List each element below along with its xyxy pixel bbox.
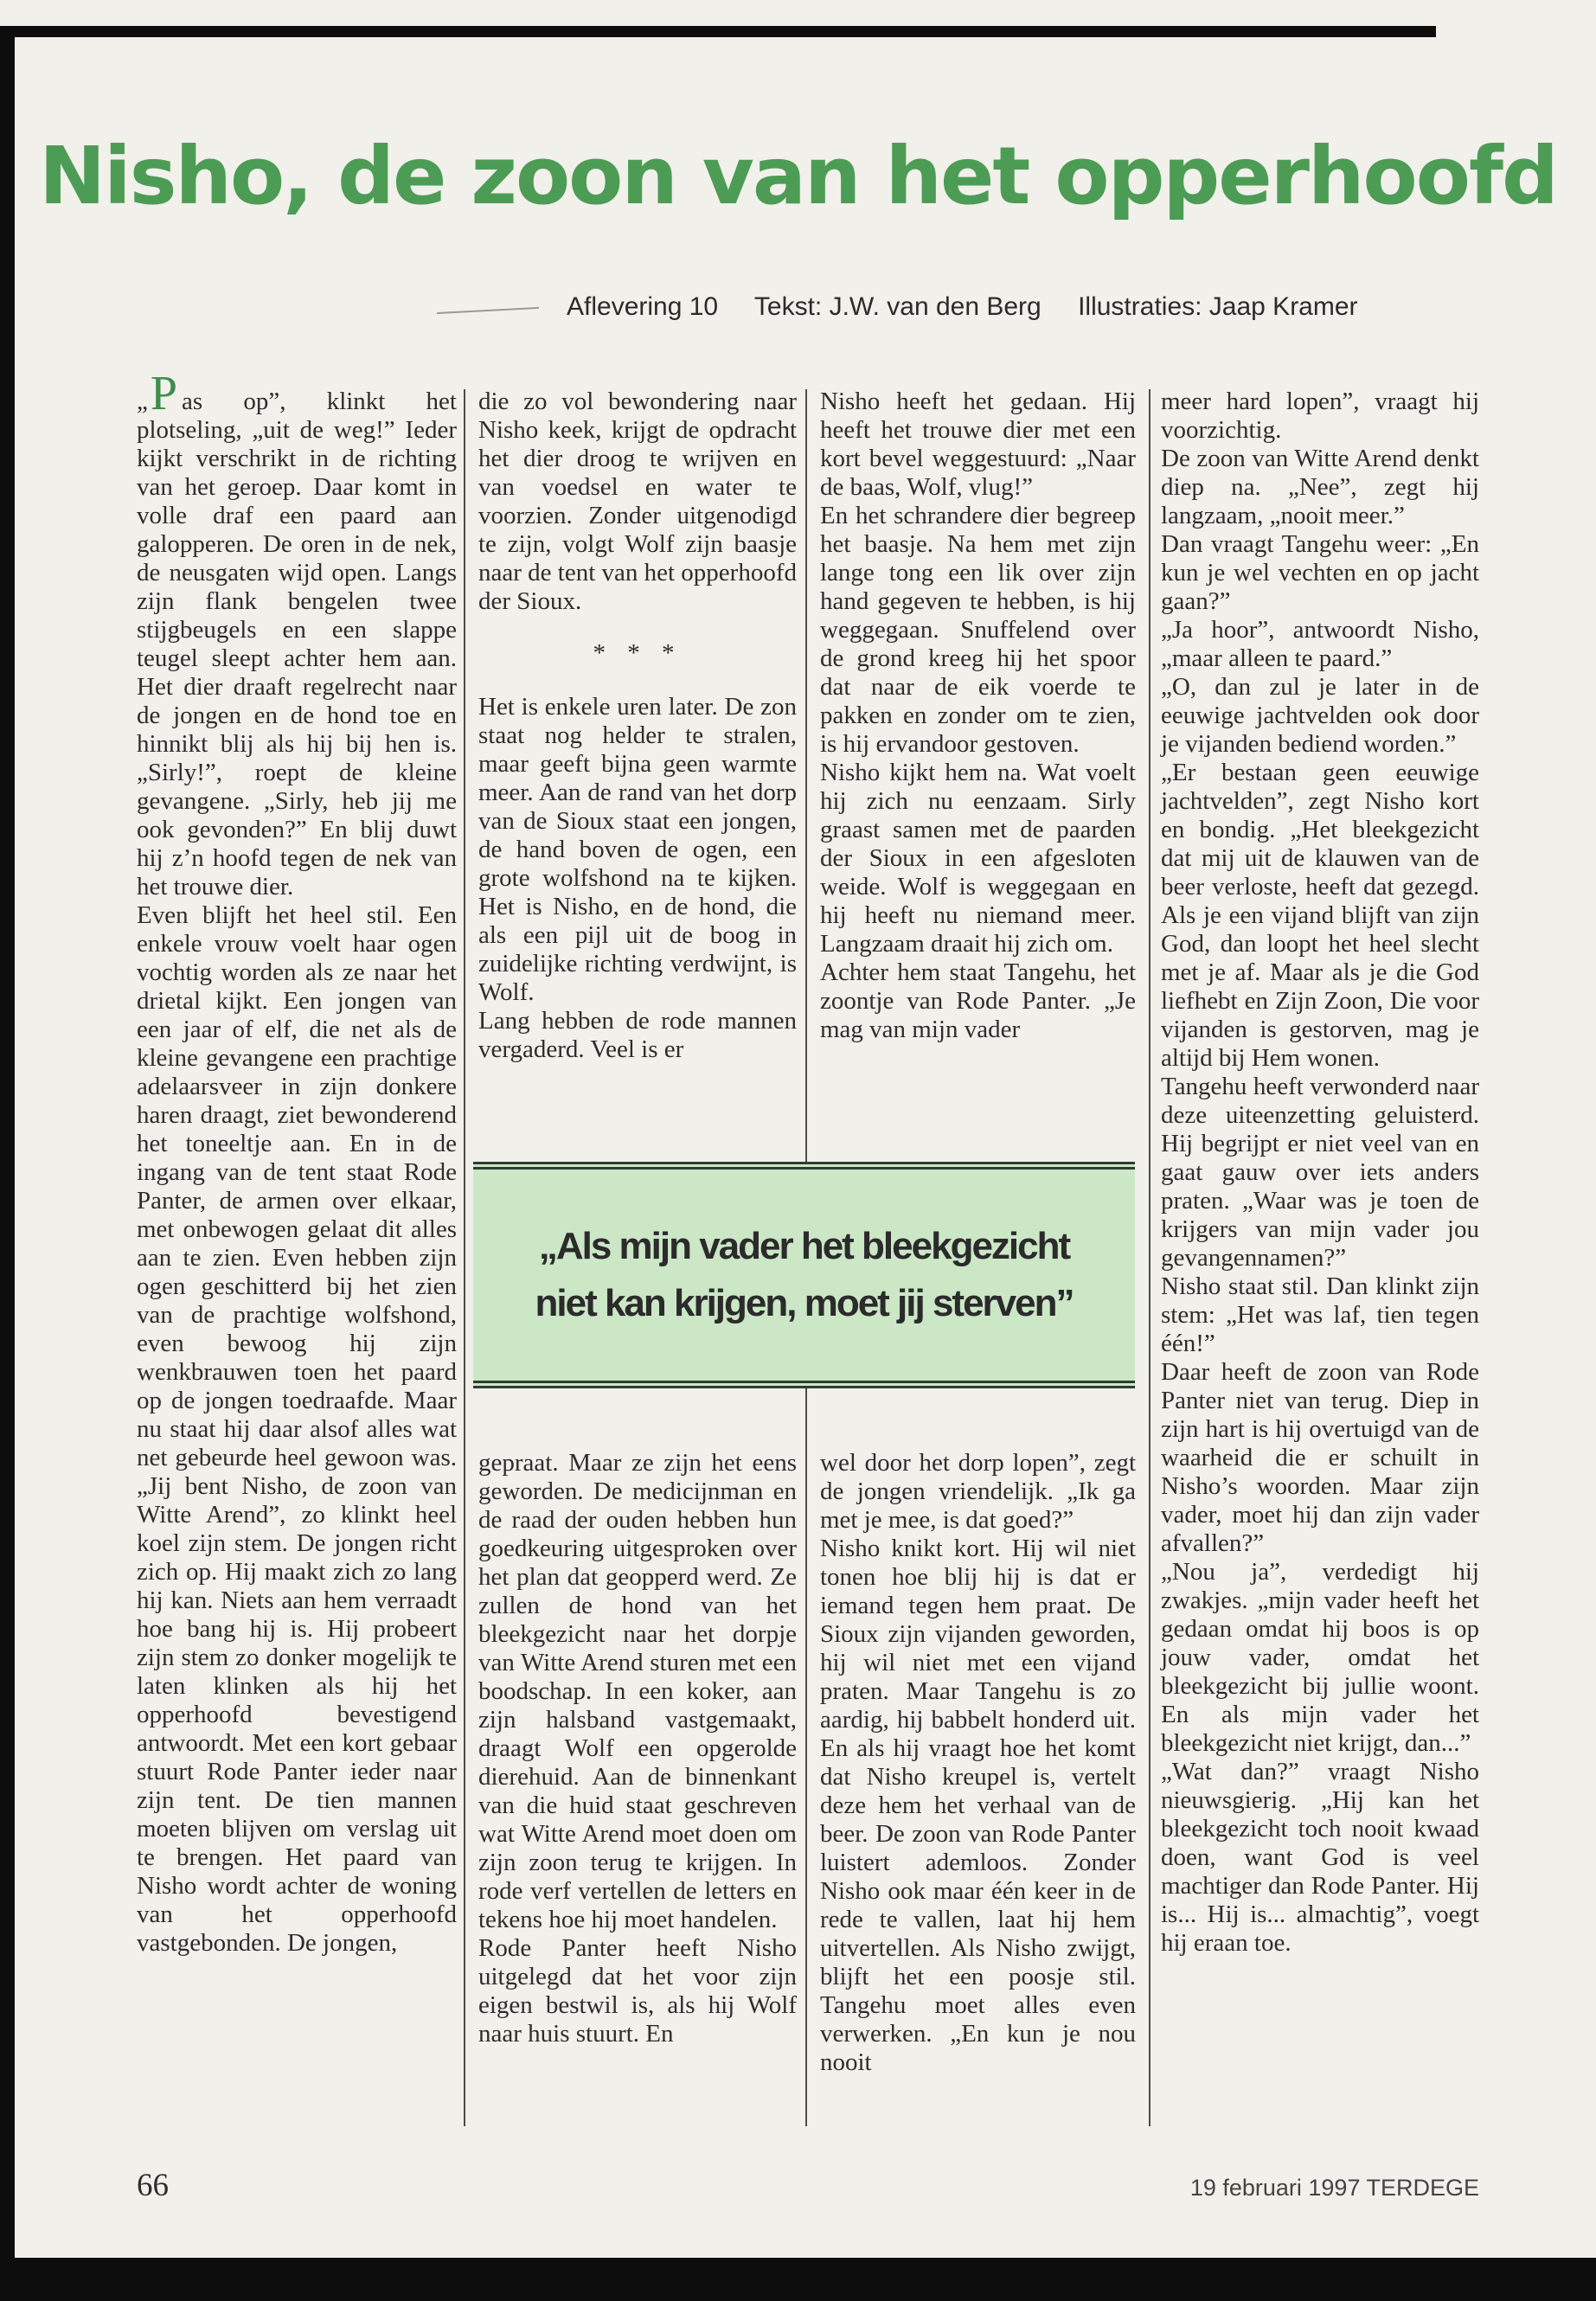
byline xyxy=(567,292,1358,322)
byline-episode: Aflevering 10 xyxy=(567,292,719,321)
paragraph: die zo vol bewondering naar Nisho keek, krijgt de opdracht het dier droog te wrijven en van voedsel en water te voorzien. Zonder uitgenodigd te zijn, volgt Wolf zijn baasje naar de tent van het opperhoofd der Sioux. xyxy=(478,388,797,615)
paragraph-text: as op”, klinkt het plotseling, „uit de weg!” Ieder kijkt verschrikt in de richting van het geroep. Daar komt in volle draf een paard aan galopperen. De oren in de nek, de neusgaten wijd open. Langs zijn flank bengelen twee stijgbeugels en een slappe teugel sleept achter hem aan. Het dier draaft regelrecht naar de jongen en de hond toe en hinnikt blij als hij bij hen is. „Sirly!”, roept de kleine gevangene. „Sirly, heb jij me ook gevonden?” En blij duwt hij z’n hoofd tegen de nek van het trouwe dier. xyxy=(137,388,457,901)
text-column-2-bottom xyxy=(478,1449,797,2048)
scan-edge-bottom xyxy=(0,2258,1596,2301)
paragraph: Nisho heeft het gedaan. Hij heeft het trouwe dier met een kort bevel weggestuurd: „Naar de baas, Wolf, vlug!” xyxy=(820,388,1136,501)
byline-illustration-credit: Illustraties: Jaap Kramer xyxy=(1078,292,1358,321)
paragraph: Daar heeft de zoon van Rode Panter niet van terug. Diep in zijn hart is hij overtuigd van de waarheid die er schuilt in Nisho’s woorden. Maar zijn vader, moet hij dan zijn vader afvallen?” xyxy=(1161,1358,1479,1557)
paragraph: „Nou ja”, verdedigt hij zwakjes. „mijn vader heeft het gedaan omdat hij boos is op jouw vader, omdat het bleekgezicht bij jullie woont. En als mijn vader het bleekgezicht niet krijgt, dan...” xyxy=(1161,1558,1479,1757)
pull-quote-line1: „Als mijn vader het bleekgezicht xyxy=(538,1225,1070,1267)
page-title: Nisho, de zoon van het opperhoofd xyxy=(39,130,1557,222)
paragraph: Nisho knikt kort. Hij wil niet tonen hoe blij hij is dat er iemand tegen hem praat. De Sioux zijn vijanden geworden, hij wil niet met een vijand praten. Maar Tangehu is zo aardig, hij babbelt honderd uit. En als hij vraagt hoe het komt dat Nisho kreupel is, vertelt deze hem het verhaal van de beer. De zoon van Rode Panter luistert ademloos. Zonder Nisho ook maar één keer in de rede te vallen, laat hij hem uitvertellen. Als Nisho zwijgt, blijft het een poosje stil. Tangehu moet alles even verwerken. „En kun je nou nooit xyxy=(820,1535,1136,2076)
footer-issue-info: 19 februari 1997 TERDEGE xyxy=(1189,2175,1479,2201)
paragraph: En het schrandere dier begreep het baasje. Na hem met zijn lange tong een lik over zijn hand gegeven te hebben, is hij weggegaan. Snuffelend over de grond kreeg hij het spoor dat naar de eik voerde te pakken en zonder om te zien, is hij ervandoor gestoven. xyxy=(820,502,1136,758)
byline-text-credit: Tekst: J.W. van den Berg xyxy=(753,292,1042,321)
paragraph: wel door het dorp lopen”, zegt de jongen vriendelijk. „Ik ga met je mee, is dat goed?” xyxy=(820,1449,1136,1534)
paragraph: gepraat. Maar ze zijn het eens geworden. De medicijnman en de raad der ouden hebben hun goedkeuring uitgesproken over het plan dat geopperd werd. Ze zullen de hond van het bleekgezicht naar het dorpje van Witte Arend sturen met een boodschap. In een koker, aan zijn halsband vastgemaakt, draagt Wolf een opgerolde dierehuid. Aan de binnenkant van die huid staat geschreven wat Witte Arend moet doen om zijn zoon terug te krijgen. In rode verf vertellen de letters en tekens hoe hij moet handelen. xyxy=(478,1449,797,1933)
paragraph: „Ja hoor”, antwoordt Nisho, „maar alleen te paard.” xyxy=(1161,616,1479,672)
dropcap-letter: P xyxy=(150,367,178,420)
text-column-3-bottom xyxy=(820,1449,1136,2077)
paragraph: Tangehu heeft verwonderd naar deze uiteenzetting geluisterd. Hij begrijpt er niet veel van en gaat gauw over iets anders praten. „Waar was je toen de krijgers van mijn vader jou gevangennamen?” xyxy=(1161,1073,1479,1272)
pull-quote-box xyxy=(473,1162,1135,1388)
opening-quote: „ xyxy=(137,388,148,415)
paragraph: Nisho kijkt hem na. Wat voelt hij zich nu eenzaam. Sirly graast samen met de paarden der Sioux in een afgesloten weide. Wolf is weggegaan en hij heeft nu niemand meer. Langzaam draait hij zich om. xyxy=(820,759,1136,958)
paragraph: Dan vraagt Tangehu weer: „En kun je wel vechten en op jacht gaan?” xyxy=(1161,530,1479,615)
scan-edge-top xyxy=(0,26,1436,37)
paragraph: Lang hebben de rode mannen vergaderd. Veel is er xyxy=(478,1007,797,1063)
text-column-2-top xyxy=(478,388,797,1064)
paragraph: „Wat dan?” vraagt Nisho nieuwsgierig. „Hij kan het bleekgezicht toch nooit kwaad doen, want God is veel machtiger dan Rode Panter. Hij is... Hij is... almachtig”, voegt hij eraan toe. xyxy=(1161,1758,1479,1957)
paragraph: Nisho staat stil. Dan klinkt zijn stem: „Het was laf, tien tegen één!” xyxy=(1161,1272,1479,1357)
scan-edge-left xyxy=(0,26,15,2301)
paragraph: Rode Panter heeft Nisho uitgelegd dat het voor zijn eigen bestwil is, als hij Wolf naar huis stuurt. En xyxy=(478,1934,797,2048)
paragraph: „O, dan zul je later in de eeuwige jachtvelden ook door je vijanden bediend worden.” xyxy=(1161,673,1479,758)
paragraph: Het is enkele uren later. De zon staat nog helder te stralen, maar geeft bijna geen warmte meer. Aan de rand van het dorp van de Sioux staat een jongen, de hand boven de ogen, een grote wolfshond na te kijken. Het is Nisho, en de hond, die als een pijl uit de boog in zuidelijke richting verdwijnt, is Wolf. xyxy=(478,693,797,1006)
text-column-4 xyxy=(1161,388,1479,1958)
column-rule xyxy=(1149,389,1151,2126)
paragraph xyxy=(137,367,457,901)
paragraph: „Er bestaan geen eeuwige jachtvelden”, zegt Nisho kort en bondig. „Het bleekgezicht dat mij uit de klauwen van de beer verloste, heeft dat gezegd. Als je een vijand blijft van zijn God, dan loopt het heel slecht met je af. Maar als je die God liefhebt en Zijn Zoon, Die voor vijanden is gestorven, mag je altijd bij Hem wonen. xyxy=(1161,759,1479,1072)
paragraph: Even blijft het heel stil. Een enkele vrouw voelt haar ogen vochtig worden als ze naar het drietal kijkt. Een jongen van een jaar of elf, die net als de kleine gevangene een prachtige adelaarsveer in zijn donkere haren draagt, ziet bewonderend het toneeltje aan. En in de ingang van de tent staat Rode Panter, de armen over elkaar, met onbewogen gelaat dit alles aan te zien. Even hebben zijn ogen geschitterd bij het zien van de prachtige wolfshond, even bewoog hij zijn wenkbrauwen toen het paard op de jongen toedraafde. Maar nu staat hij daar alsof alles wat net gebeurde heel gewoon was. „Jij bent Nisho, de zoon van Witte Arend”, zo klinkt heel koel zijn stem. De jongen richt zich op. Hij maakt zich zo lang hij kan. Niets aan hem verraadt hoe bang hij is. Hij probeert zijn stem zo donker mogelijk te laten klinken als hij het opperhoofd bevestigend antwoordt. Met een kort gebaar stuurt Rode Panter ieder naar zijn tent. De tien mannen moeten blijven om verslag uit te brengen. Het paard van Nisho wordt achter de woning van het opperhoofd vastgebonden. De jongen, xyxy=(137,901,457,1957)
paragraph: Achter hem staat Tangehu, het zoontje van Rode Panter. „Je mag van mijn vader xyxy=(820,958,1136,1043)
text-column-3-top xyxy=(820,388,1136,1044)
footer-page-number: 66 xyxy=(137,2168,169,2203)
scan-artifact xyxy=(437,307,539,314)
section-separator: * * * xyxy=(593,639,683,667)
text-column-1 xyxy=(137,367,457,1958)
column-rule xyxy=(464,389,465,2126)
paragraph: meer hard lopen”, vraagt hij voorzichtig. xyxy=(1161,388,1479,444)
paragraph: De zoon van Witte Arend denkt diep na. „Nee”, zegt hij langzaam, „nooit meer.” xyxy=(1161,445,1479,529)
pull-quote-line2: niet kan krijgen, moet jij sterven” xyxy=(535,1282,1074,1324)
